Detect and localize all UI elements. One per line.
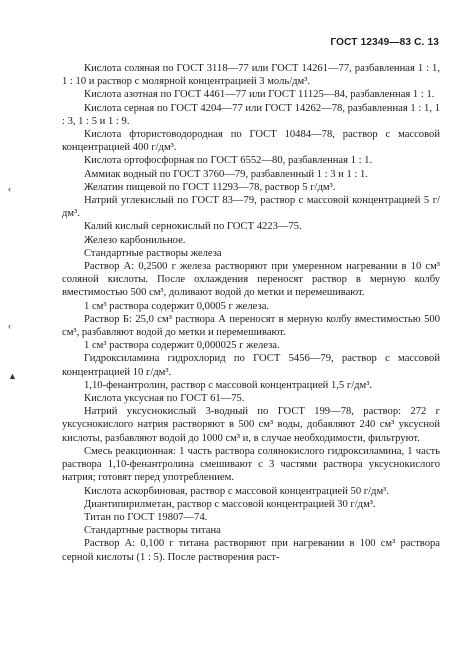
section-heading: Стандартные растворы титана	[84, 525, 221, 537]
margin-mark: ▲	[8, 371, 17, 381]
margin-mark: ‹	[8, 184, 11, 194]
paragraph: Калий кислый сернокислый по ГОСТ 4223—75.	[84, 221, 302, 233]
paragraph: Кислота серная по ГОСТ 4204—77 или ГОСТ 14262—78, разбавленная 1 : 1, 1 : 3, 1 : 5 и 1 : 9.	[62, 102, 440, 127]
paragraph: Кислота азотная по ГОСТ 4461—77 или ГОСТ 11125—84, разбавленная 1 : 1.	[84, 89, 435, 101]
paragraph: Кислота аскорбиновая, раствор с массовой концентрацией 50 г/дм³.	[84, 485, 389, 497]
document-body	[62, 62, 440, 564]
paragraph: Титан по ГОСТ 19807—74.	[84, 511, 208, 523]
paragraph: 1 см³ раствора содержит 0,000025 г железа.	[84, 340, 280, 352]
paragraph: Раствор А: 0,2500 г железа растворяют при умеренном нагревании в 10 см³ соляной кислоты. После охлаждения переносят раствор в мерную колбу вместимостью 500 см³, доливают водой до метки и перемешивают.	[62, 261, 440, 299]
paragraph: 1 см³ раствора содержит 0,0005 г железа.	[84, 300, 270, 312]
paragraph: Натрий уксуснокислый 3-водный по ГОСТ 199—78, раствор: 272 г уксуснокислого натрия растворяют в 500 см³ воды, добавляют 240 см³ уксусной кислоты, разбавляют водой до 1000 см³ и, в случае необходимости, фильтруют.	[62, 406, 440, 444]
paragraph: Натрий углекислый по ГОСТ 83—79, раствор с массовой концентрацией 5 г/дм³.	[62, 195, 440, 220]
paragraph: Кислота уксусная по ГОСТ 61—75.	[84, 393, 245, 405]
paragraph: Диантипирилметан, раствор с массовой концентрацией 30 г/дм³.	[84, 498, 376, 510]
paragraph: Кислота фтористоводородная по ГОСТ 10484—78, раствор с массовой концентрацией 400 г/дм³.	[62, 129, 440, 154]
paragraph: Железо карбонильное.	[84, 234, 186, 246]
paragraph: Раствор Б: 25,0 см³ раствора А переносят в мерную колбу вместимостью 500 см³, разбавляют водой до метки и перемешивают.	[62, 313, 440, 339]
paragraph: Раствор А: 0,100 г титана растворяют при нагревании в 100 см³ раствора серной кислоты (1 : 5). После растворения раст-	[62, 538, 440, 563]
paragraph: Гидроксиламина гидрохлорид по ГОСТ 5456—79, раствор с массовой концентрацией 10 г/дм³.	[62, 353, 440, 378]
paragraph: Аммиак водный по ГОСТ 3760—79, разбавленный 1 : 3 и 1 : 1.	[84, 168, 368, 180]
paragraph: Кислота ортофосфорная по ГОСТ 6552—80, разбавленная 1 : 1.	[84, 155, 373, 167]
paragraph: Кислота соляная по ГОСТ 3118—77 или ГОСТ 14261—77, разбавленная 1 : 1, 1 : 10 и раствор с молярной концентрацией 3 моль/дм³.	[62, 63, 440, 88]
running-header: ГОСТ 12349—83 С. 13	[330, 37, 439, 48]
margin-mark: ‹	[8, 321, 11, 331]
section-heading: Стандартные растворы железа	[84, 247, 222, 259]
paragraph: Смесь реакционная: 1 часть раствора солянокислого гидроксиламина, 1 часть раствора 1,10-фенантролина смешивают с 3 частями раствора уксуснокислого натрия; готовят перед употреблением.	[62, 445, 440, 484]
paragraph: 1,10-фенантролин, раствор с массовой концентрацией 1,5 г/дм³.	[84, 379, 373, 391]
paragraph: Желатин пищевой по ГОСТ 11293—78, раствор 5 г/дм³.	[84, 181, 336, 193]
